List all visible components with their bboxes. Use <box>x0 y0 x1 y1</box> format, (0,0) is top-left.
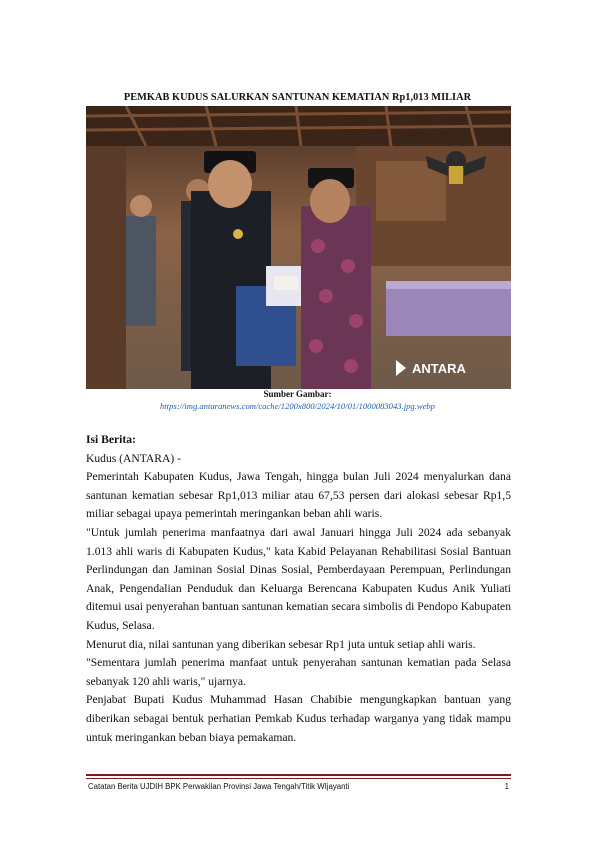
footer-text: Catatan Berita UJDIH BPK Perwakilan Provinsi Jawa Tengah/Titik WIjayanti <box>88 782 350 791</box>
paragraph: Penjabat Bupati Kudus Muhammad Hasan Chabibie mengungkapkan bantuan yang diberikan sebagai bentuk perhatian Pemkab Kudus terhadap warganya yang tidak mampu untuk meringankan beban biaya pemakaman. <box>86 693 511 744</box>
footer-divider <box>86 774 511 776</box>
watermark-logo: ANTARA <box>412 361 466 376</box>
paragraph: Pemerintah Kabupaten Kudus, Jawa Tengah, hingga bulan Juli 2024 menyalurkan dana santunan kematian sebesar Rp1,013 miliar atau 67,53 persen dari alokasi sebesar Rp1,5 miliar sebagai upaya pemerintah meringankan beban ahli waris. <box>86 470 511 521</box>
image-caption-label: Sumber Gambar: <box>263 389 332 399</box>
paragraph: "Sementara jumlah penerima manfaat untuk penyerahan santunan kematian pada Selasa sebanyak 120 ahli waris," ujarnya. <box>86 656 511 688</box>
image-source-link[interactable]: https://img.antaranews.com/cache/1200x800/2024/10/01/1000083043.jpg.webp <box>160 401 435 411</box>
article-body <box>86 431 511 747</box>
document-title: PEMKAB KUDUS SALURKAN SANTUNAN KEMATIAN Rp1,013 MILIAR <box>123 92 472 103</box>
paragraph: "Untuk jumlah penerima manfaatnya dari awal Januari hingga Juli 2024 ada sebanyak 1.013 ahli waris di Kabupaten Kudus," kata Kabid Pelayanan Rehabilitasi Sosial Bantuan Perlindungan dan Jaminan Sosial Dinas Sosial, Pemberdayaan Perempuan, Perlindungan Anak, Pengendalian Penduduk dan Keluarga Berencana Kabupaten Kudus Anik Yuliati ditemui usai penyerahan bantuan santunan kematian secara simbolis di Pendopo Kabupaten Kudus, Selasa. <box>86 525 511 632</box>
paragraph: Menurut dia, nilai santunan yang diberikan sebesar Rp1 juta untuk setiap ahli waris. <box>86 637 476 651</box>
dateline: Kudus (ANTARA) - <box>86 451 182 465</box>
section-heading: Isi Berita: <box>86 433 136 446</box>
page-number: 1 <box>504 782 509 791</box>
page-footer <box>88 782 509 791</box>
news-photo <box>86 106 511 389</box>
footer-divider-thin <box>86 778 511 779</box>
